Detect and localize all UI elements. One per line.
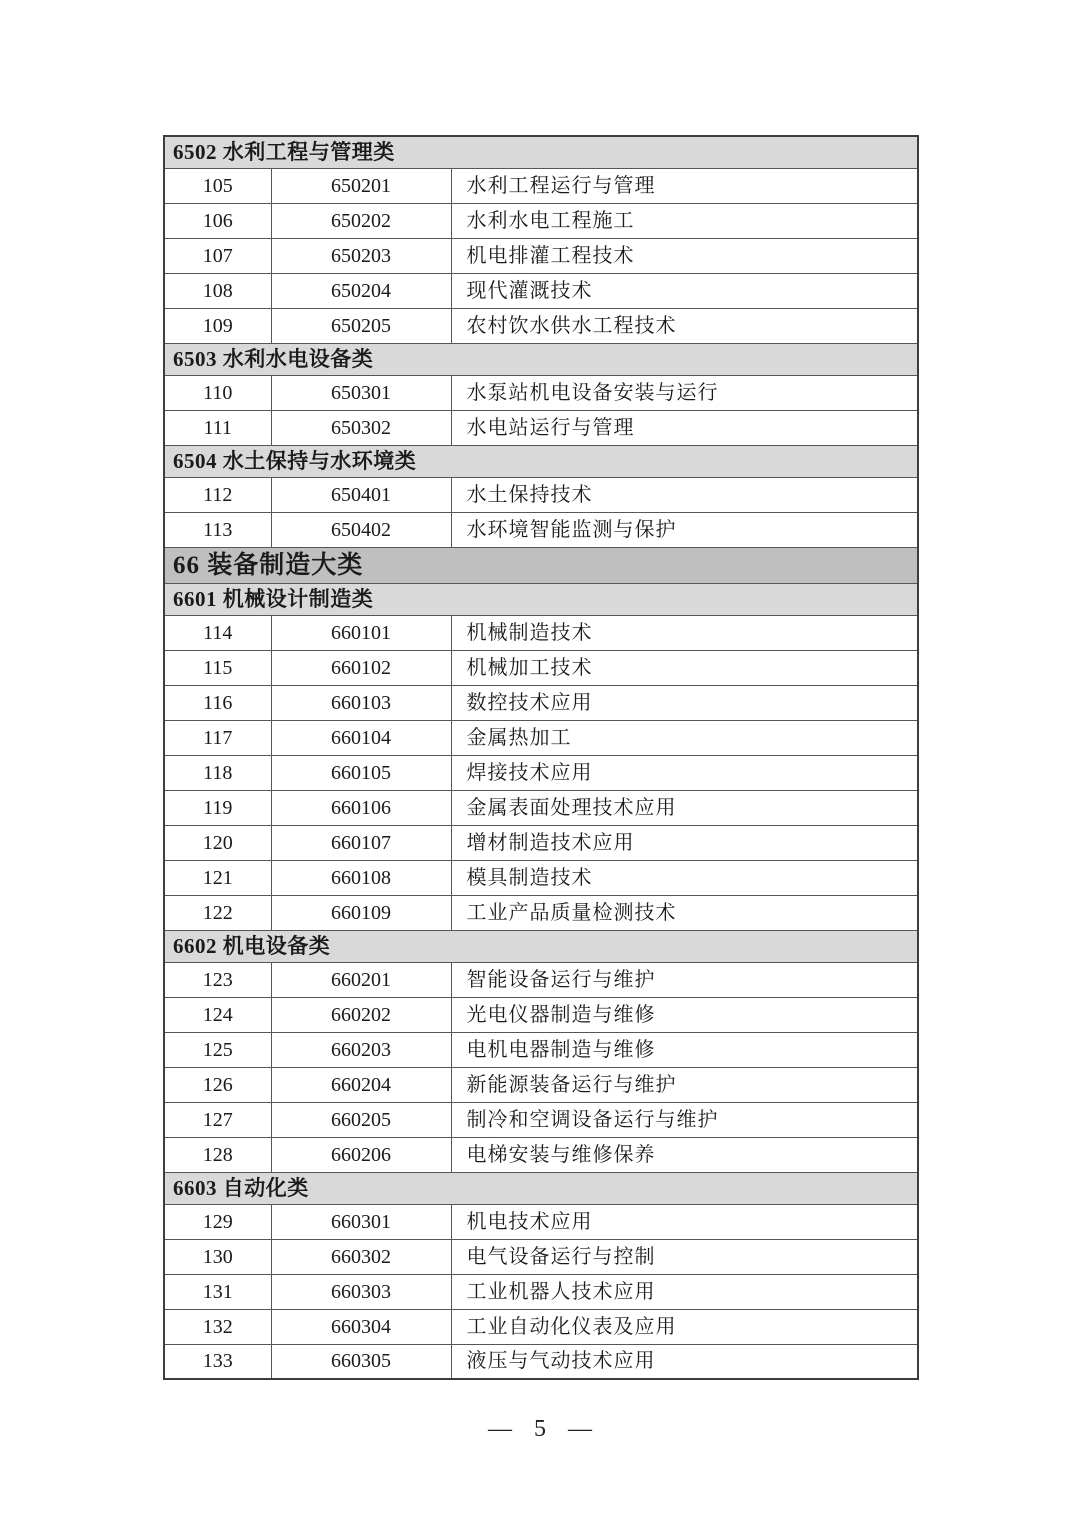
table-row [164,203,918,238]
table-row [164,1102,918,1137]
code-cell: 660202 [271,997,451,1032]
serial-cell: 117 [164,720,271,755]
table-row [164,720,918,755]
table-row [164,1344,918,1379]
table-row [164,685,918,720]
serial-cell: 125 [164,1032,271,1067]
table-row [164,1067,918,1102]
name-cell: 液压与气动技术应用 [451,1344,918,1379]
serial-cell: 110 [164,375,271,410]
code-cell: 660305 [271,1344,451,1379]
name-cell: 水电站运行与管理 [451,410,918,445]
code-cell: 660101 [271,615,451,650]
serial-cell: 107 [164,238,271,273]
name-cell: 水环境智能监测与保护 [451,512,918,547]
table-row [164,790,918,825]
code-cell: 660107 [271,825,451,860]
name-cell: 机电技术应用 [451,1204,918,1239]
serial-cell: 126 [164,1067,271,1102]
name-cell: 工业机器人技术应用 [451,1274,918,1309]
page-number: — 5 — [488,1416,592,1442]
serial-cell: 111 [164,410,271,445]
table-row [164,1239,918,1274]
code-cell: 660205 [271,1102,451,1137]
serial-cell: 129 [164,1204,271,1239]
serial-cell: 130 [164,1239,271,1274]
table-row [164,477,918,512]
code-cell: 650205 [271,308,451,343]
name-cell: 水利工程运行与管理 [451,168,918,203]
table-row [164,825,918,860]
section-header-label: 6602 机电设备类 [164,930,918,962]
serial-cell: 106 [164,203,271,238]
code-cell: 650203 [271,238,451,273]
table-row [164,860,918,895]
name-cell: 水泵站机电设备安装与运行 [451,375,918,410]
code-cell: 660301 [271,1204,451,1239]
category-header-row [164,547,918,583]
serial-cell: 121 [164,860,271,895]
table-row [164,1309,918,1344]
major-codes-table-body [164,136,918,1379]
code-cell: 660109 [271,895,451,930]
code-cell: 650401 [271,477,451,512]
code-cell: 660103 [271,685,451,720]
code-cell: 660302 [271,1239,451,1274]
code-cell: 660106 [271,790,451,825]
table-row [164,168,918,203]
serial-cell: 120 [164,825,271,860]
table-row [164,1204,918,1239]
name-cell: 焊接技术应用 [451,755,918,790]
name-cell: 现代灌溉技术 [451,273,918,308]
table-row [164,375,918,410]
name-cell: 机械加工技术 [451,650,918,685]
code-cell: 660102 [271,650,451,685]
code-cell: 660303 [271,1274,451,1309]
table-row [164,962,918,997]
serial-cell: 116 [164,685,271,720]
major-codes-table [163,135,919,1380]
code-cell: 650202 [271,203,451,238]
name-cell: 数控技术应用 [451,685,918,720]
section-header-label: 6601 机械设计制造类 [164,583,918,615]
serial-cell: 105 [164,168,271,203]
code-cell: 650301 [271,375,451,410]
code-cell: 650201 [271,168,451,203]
table-row [164,512,918,547]
table-row [164,238,918,273]
page-footer [0,1416,1080,1443]
name-cell: 金属热加工 [451,720,918,755]
serial-cell: 122 [164,895,271,930]
subcategory-header-row [164,445,918,477]
name-cell: 新能源装备运行与维护 [451,1067,918,1102]
name-cell: 工业自动化仪表及应用 [451,1309,918,1344]
subcategory-header-row [164,1172,918,1204]
code-cell: 660206 [271,1137,451,1172]
serial-cell: 128 [164,1137,271,1172]
name-cell: 光电仪器制造与维修 [451,997,918,1032]
table-row [164,895,918,930]
code-cell: 660108 [271,860,451,895]
name-cell: 制冷和空调设备运行与维护 [451,1102,918,1137]
code-cell: 650402 [271,512,451,547]
serial-cell: 112 [164,477,271,512]
code-cell: 660304 [271,1309,451,1344]
table-row [164,308,918,343]
table-row [164,615,918,650]
table-row [164,650,918,685]
section-header-label: 66 装备制造大类 [164,547,918,583]
section-header-label: 6603 自动化类 [164,1172,918,1204]
serial-cell: 127 [164,1102,271,1137]
name-cell: 增材制造技术应用 [451,825,918,860]
table-row [164,997,918,1032]
serial-cell: 133 [164,1344,271,1379]
subcategory-header-row [164,930,918,962]
name-cell: 机电排灌工程技术 [451,238,918,273]
code-cell: 660104 [271,720,451,755]
code-cell: 660203 [271,1032,451,1067]
subcategory-header-row [164,583,918,615]
serial-cell: 108 [164,273,271,308]
name-cell: 水土保持技术 [451,477,918,512]
table-row [164,273,918,308]
table-row [164,1274,918,1309]
code-cell: 660105 [271,755,451,790]
name-cell: 模具制造技术 [451,860,918,895]
name-cell: 农村饮水供水工程技术 [451,308,918,343]
code-cell: 660204 [271,1067,451,1102]
serial-cell: 119 [164,790,271,825]
serial-cell: 132 [164,1309,271,1344]
serial-cell: 118 [164,755,271,790]
name-cell: 智能设备运行与维护 [451,962,918,997]
serial-cell: 123 [164,962,271,997]
serial-cell: 109 [164,308,271,343]
section-header-label: 6504 水土保持与水环境类 [164,445,918,477]
name-cell: 电梯安装与维修保养 [451,1137,918,1172]
name-cell: 金属表面处理技术应用 [451,790,918,825]
subcategory-header-row [164,136,918,168]
table-row [164,755,918,790]
name-cell: 工业产品质量检测技术 [451,895,918,930]
serial-cell: 115 [164,650,271,685]
subcategory-header-row [164,343,918,375]
code-cell: 650302 [271,410,451,445]
name-cell: 水利水电工程施工 [451,203,918,238]
name-cell: 电气设备运行与控制 [451,1239,918,1274]
serial-cell: 124 [164,997,271,1032]
code-cell: 650204 [271,273,451,308]
name-cell: 机械制造技术 [451,615,918,650]
table-row [164,1137,918,1172]
code-cell: 660201 [271,962,451,997]
section-header-label: 6503 水利水电设备类 [164,343,918,375]
table-row [164,1032,918,1067]
serial-cell: 131 [164,1274,271,1309]
name-cell: 电机电器制造与维修 [451,1032,918,1067]
serial-cell: 114 [164,615,271,650]
section-header-label: 6502 水利工程与管理类 [164,136,918,168]
table-row [164,410,918,445]
serial-cell: 113 [164,512,271,547]
